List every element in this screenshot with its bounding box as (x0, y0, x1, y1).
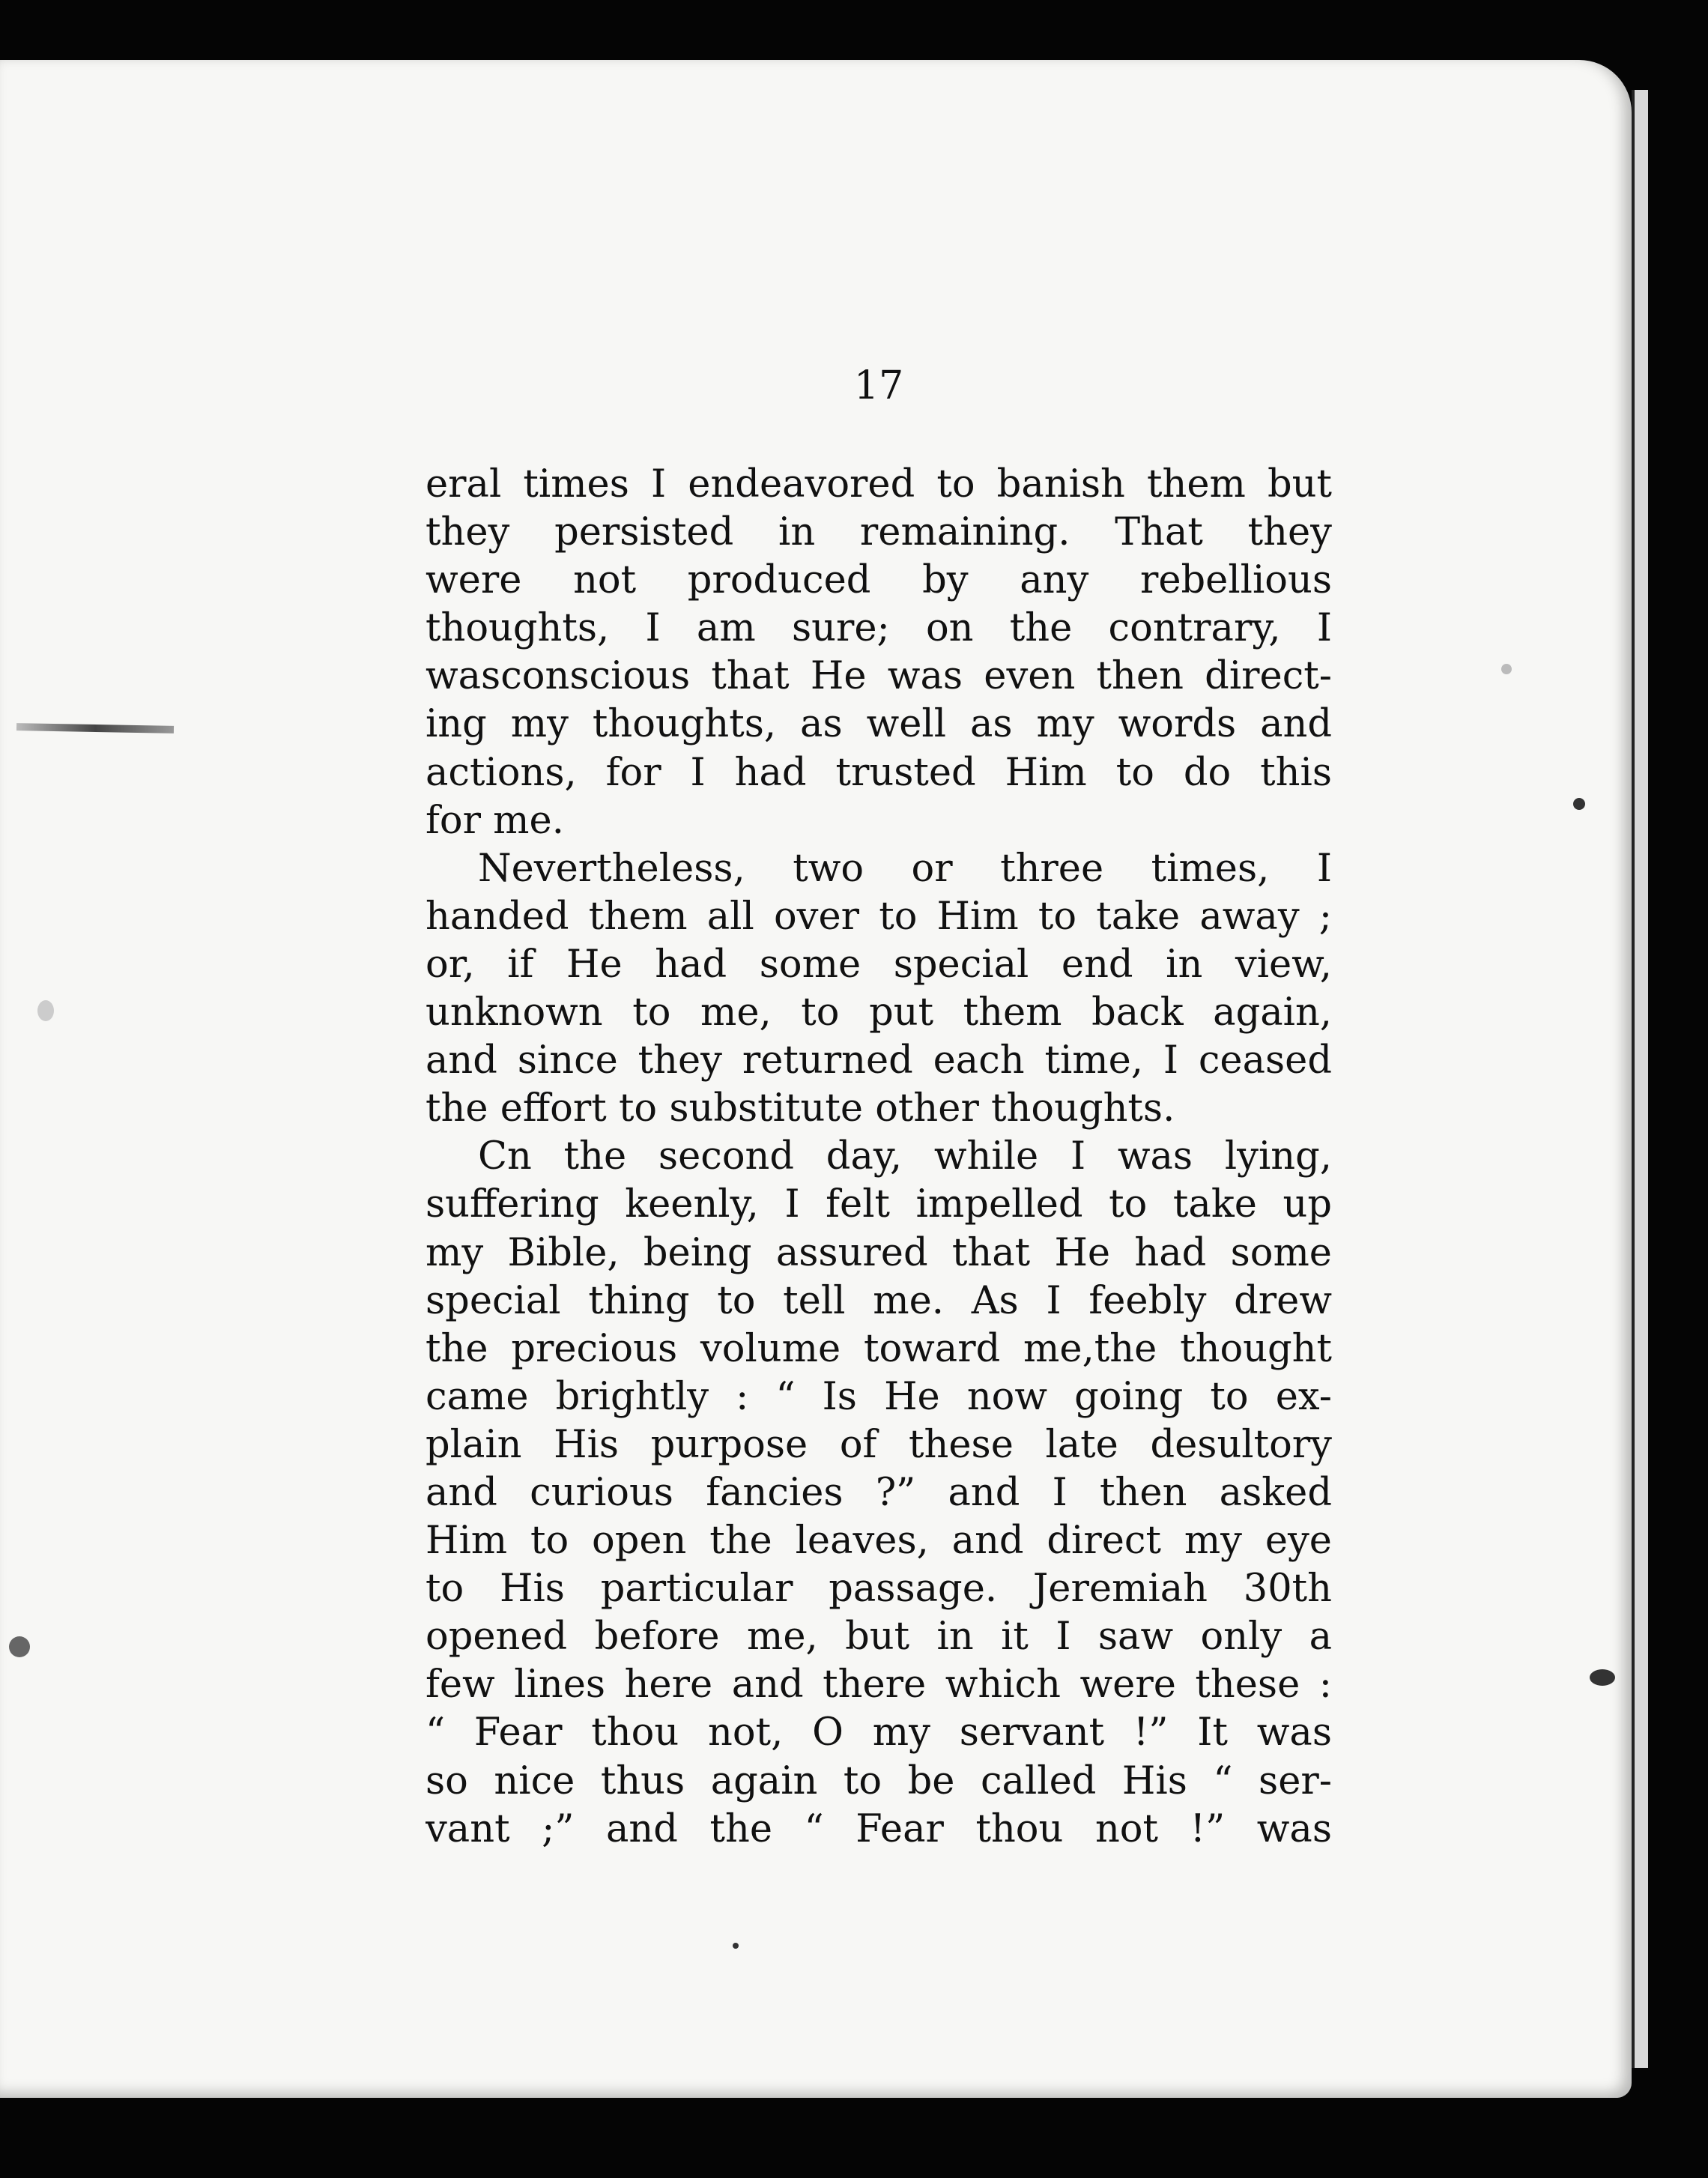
text-line: unknown to me, to put them back again, (426, 990, 1332, 1035)
text-line: thoughts, I am sure; on the contrary, I (426, 606, 1332, 651)
text-line: few lines here and there which were these : (426, 1663, 1332, 1707)
text-line: they persisted in remaining. That they (426, 510, 1332, 555)
text-line: the effort to substitute other thoughts. (426, 1086, 1175, 1131)
text-line: so nice thus again to be called His “ ser- (426, 1758, 1332, 1803)
text-line: special thing to tell me. As I feebly drew (426, 1278, 1332, 1323)
text-line: suffering keenly, I felt impelled to take up (426, 1182, 1332, 1227)
ink-smudge (16, 723, 174, 733)
text-line: the precious volume toward me,the thought (426, 1326, 1332, 1371)
text-line: my Bible, being assured that He had some (426, 1230, 1332, 1275)
text-line: Cn the second day, while I was lying, (478, 1134, 1332, 1179)
text-line: vant ;” and the “ Fear thou not !” was (426, 1806, 1332, 1851)
page-edge (1632, 90, 1648, 2068)
text-line: handed them all over to Him to take away ; (426, 894, 1332, 939)
text-line: Him to open the leaves, and direct my eye (426, 1519, 1332, 1564)
text-line: to His particular passage. Jeremiah 30th (426, 1567, 1332, 1612)
dust-speck (37, 1000, 54, 1021)
text-line: for me. (426, 798, 564, 843)
text-line: wasconscious that He was even then direct- (426, 654, 1332, 699)
text-line: came brightly : “ Is He now going to ex- (426, 1374, 1332, 1419)
text-line: were not produced by any rebellious (426, 558, 1332, 603)
text-line: Nevertheless, two or three times, I (478, 846, 1332, 891)
dust-speck (9, 1636, 30, 1657)
dust-speck (1590, 1669, 1615, 1686)
text-line: “ Fear thou not, O my servant !” It was (426, 1710, 1332, 1755)
text-line: eral times I endeavored to banish them but (426, 462, 1332, 506)
text-line: or, if He had some special end in view, (426, 942, 1332, 987)
body-text (426, 461, 1332, 1854)
text-line: opened before me, but in it I saw only a (426, 1615, 1332, 1660)
text-line: ing my thoughts, as well as my words and (426, 702, 1332, 747)
text-line: and curious fancies ?” and I then asked (426, 1470, 1332, 1515)
dust-speck (1573, 798, 1585, 810)
text-line: and since they returned each time, I ceased (426, 1038, 1332, 1083)
text-line: actions, for I had trusted Him to do this (426, 750, 1332, 795)
page-number: 17 (854, 363, 904, 408)
book-page (0, 60, 1632, 2098)
dust-speck (1501, 664, 1512, 674)
dust-speck (733, 1943, 739, 1949)
text-line: plain His purpose of these late desultory (426, 1422, 1332, 1467)
